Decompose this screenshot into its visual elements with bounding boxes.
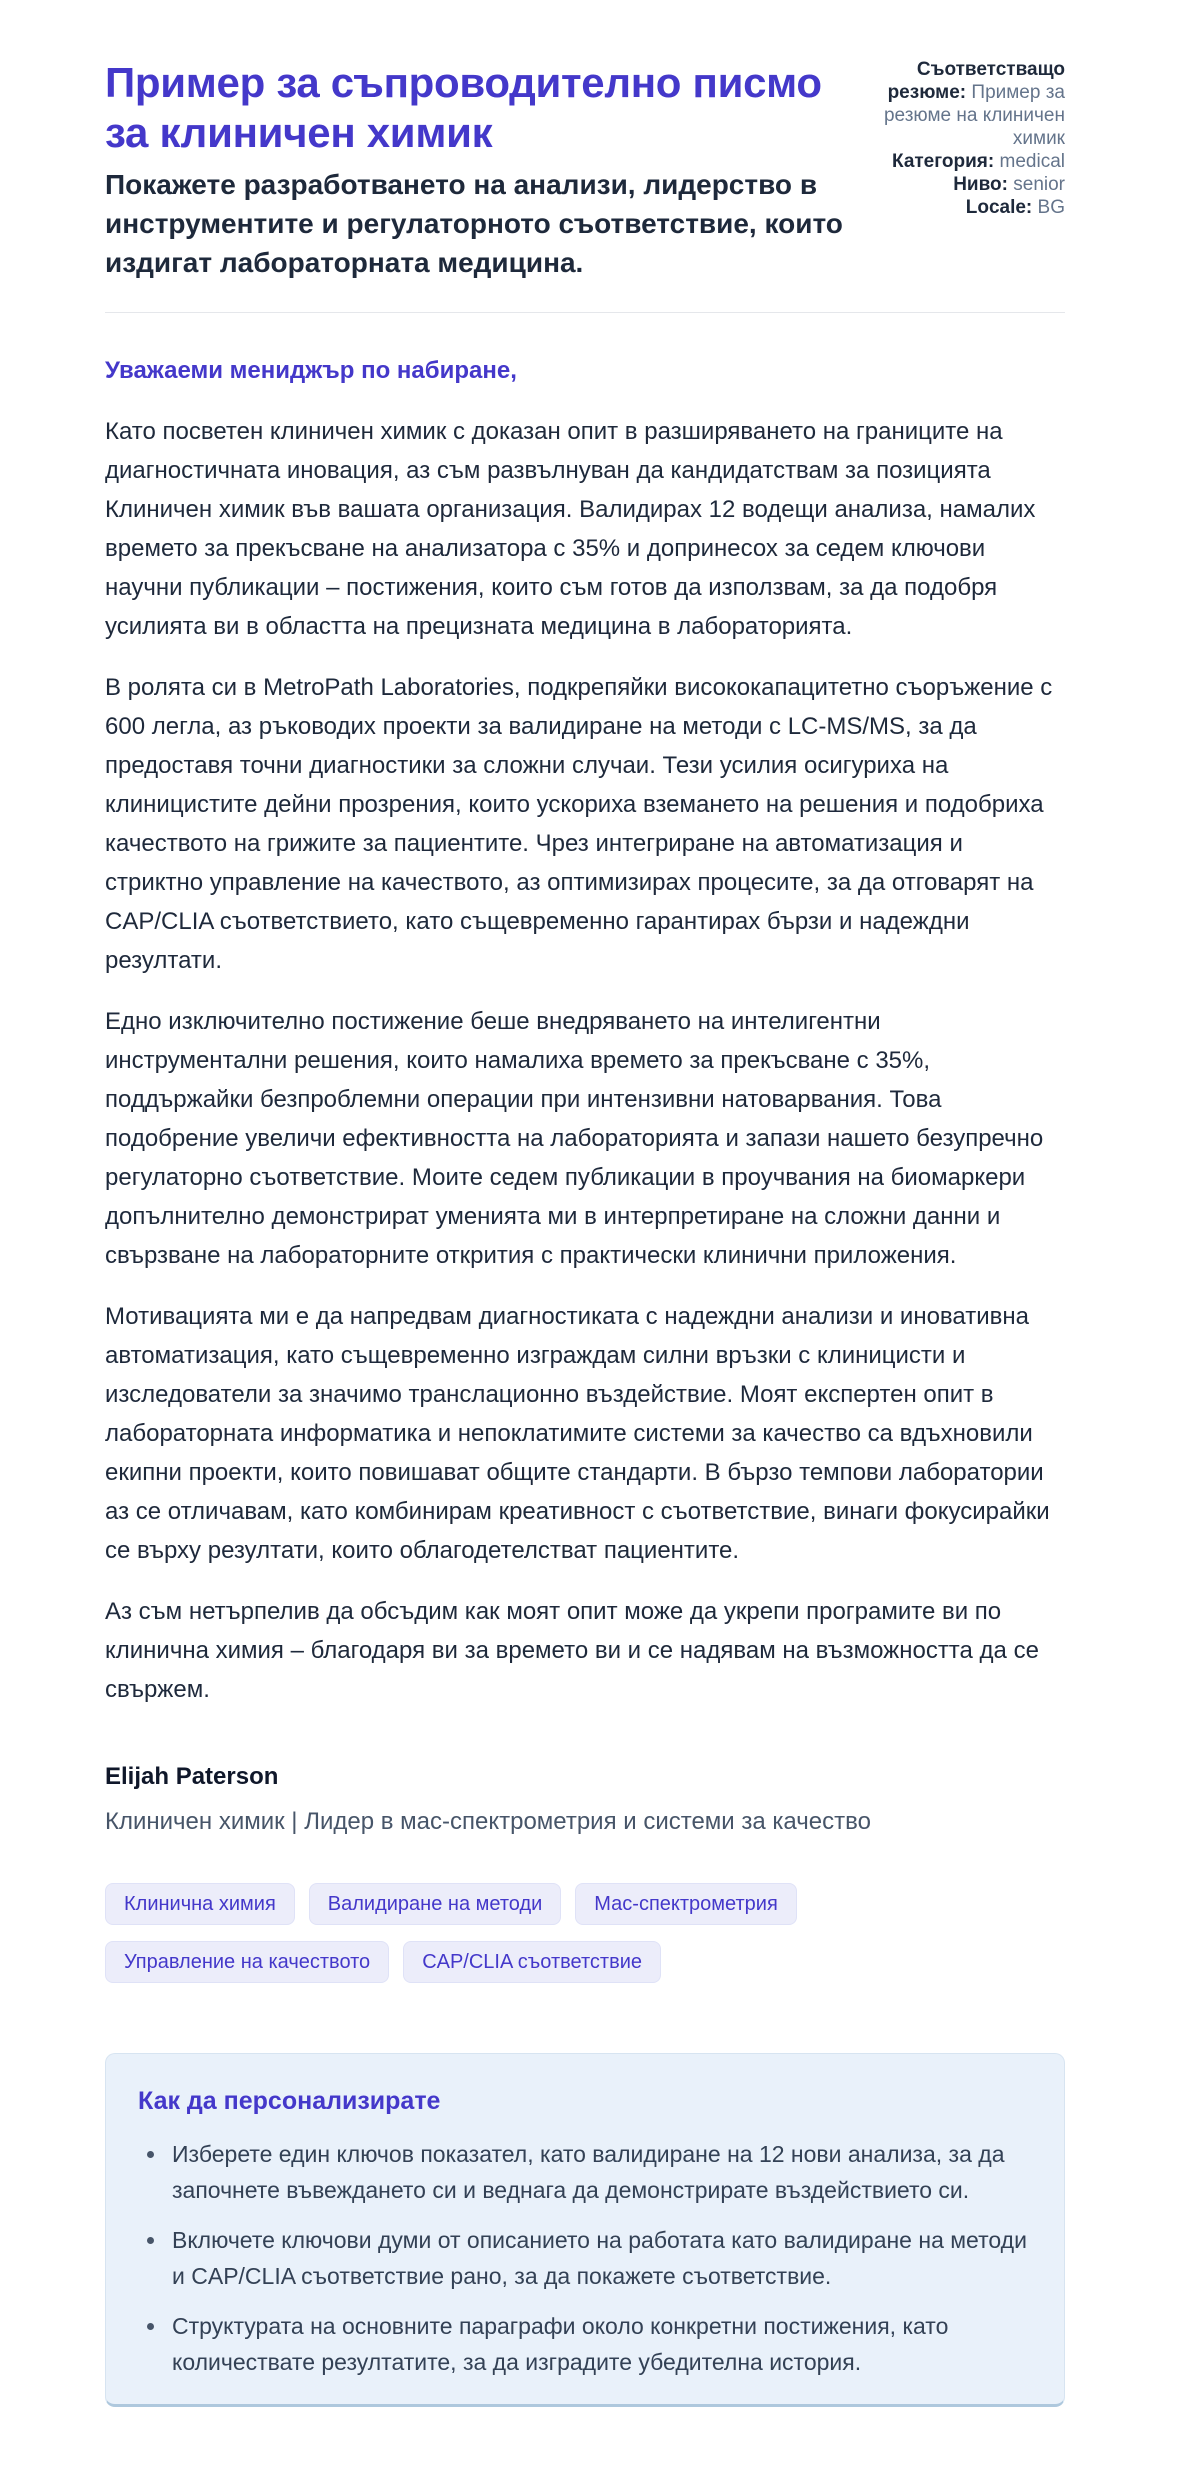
tips-heading: Как да персонализирате	[138, 2087, 441, 2116]
signature-name: Elijah Paterson	[105, 1763, 279, 1791]
tips-list	[138, 2136, 1028, 2380]
letter-paragraph-1: Като посветен клиничен химик с доказан опит в разширяването на границите на диагностичната иновация, аз съм развълнуван да кандидатствам за позицията Клиничен химик във вашата организация. Валидирах 12 водещи анализа, намалих времето за прекъсване на анализатора с 35% и допринесох за седем ключови научни публикации – постижения, които съм готов да използвам, за да подобря усилията ви в областта на прецизната медицина в лабораторията.	[105, 418, 1036, 641]
meta-level	[875, 173, 1065, 196]
meta-resume-label: Съответстващо резюме:	[887, 59, 1065, 103]
tip-item-2: • Включете ключови думи от описанието на работата като валидиране на методи и CAP/CLIA съответствие рано, за да покажете съответствие.	[168, 2222, 1028, 2294]
signature-title: Клиничен химик | Лидер в мас-спектрометрия и системи за качество	[105, 1808, 871, 1836]
tag-clinical-chemistry: Клинична химия	[105, 1883, 295, 1925]
meta-locale	[875, 196, 1065, 219]
tag-quality-management: Управление на качеството	[105, 1941, 389, 1983]
tip-item-1: • Изберете един ключов показател, като валидиране на 12 нови анализа, за да започнете въвеждането си и веднага да демонстрирате въздействието си.	[168, 2136, 1028, 2208]
letter-body	[105, 351, 1065, 1841]
tip-item-3: • Структурата на основните параграфи около конкретни постижения, като количествате резултатите, за да изградите убедителна история.	[168, 2308, 1028, 2380]
meta-level-label: Ниво:	[953, 174, 1008, 195]
header	[105, 58, 1065, 282]
meta-level-value: senior	[1013, 174, 1065, 195]
meta-matching-resume	[875, 58, 1065, 150]
tag-cap-clia-compliance: CAP/CLIA съответствие	[403, 1941, 661, 1983]
page-title: Пример за съпроводително писмо за клиничен химик	[105, 59, 822, 156]
meta-panel	[875, 58, 1065, 219]
letter-paragraph-2: В ролята си в MetroPath Laboratories, подкрепяйки висококапацитетно съоръжение с 600 легла, аз ръководих проекти за валидиране на методи с LC-MS/MS, за да предоставя точни диагностики за сложни случаи. Тези усилия осигуриха на клиницистите дейни прозрения, които ускориха вземането на решения и подобриха качеството на грижите за пациентите. Чрез интегриране на автоматизация и стриктно управление на качеството, аз оптимизирах процесите, за да отговарят на CAP/CLIA съответствието, като същевременно гарантирах бързи и надеждни резултати.	[105, 674, 1053, 975]
meta-locale-label: Locale:	[965, 197, 1033, 218]
meta-category-label: Категория:	[891, 151, 995, 172]
meta-resume-value: Пример за резюме на клиничен химик	[883, 82, 1065, 149]
page-subtitle: Покажете разработването на анализи, лидерство в инструментите и регулаторното съответствие, които издигат лабораторната медицина.	[105, 169, 843, 279]
letter-paragraph-4: Мотивацията ми е да напредвам диагностиката с надеждни анализи и иновативна автоматизация, като същевременно изграждам силни връзки с клиницисти и изследователи за значимо транслационно въздействие. Моят експертен опит в лабораторната информатика и непоклатимите системи за качество са вдъхновили екипни проекти, които повишават общите стандарти. В бързо темпови лаборатории аз се отличавам, като комбинирам креативност с съответствие, винаги фокусирайки се върху резултати, които облагодетелстват пациентите.	[105, 1303, 1050, 1565]
letter-paragraph-3: Едно изключително постижение беше внедряването на интелигентни инструментални решения, които намалиха времето за прекъсване с 35%, поддържайки безпроблемни операции при интензивни натоварвания. Това подобрение увеличи ефективността на лабораторията и запази нашето безупречно регулаторно съответствие. Моите седем публикации в проучвания на биомаркери допълнително демонстрират уменията ми в интерпретиране на сложни данни и свързване на лабораторните открития с практически клинични приложения.	[105, 1008, 1044, 1270]
header-divider	[105, 312, 1065, 313]
tag-list	[105, 1883, 1065, 1983]
tag-method-validation: Валидиране на методи	[309, 1883, 562, 1925]
meta-category	[875, 150, 1065, 173]
letter-greeting: Уважаеми мениджър по набиране,	[105, 357, 517, 385]
meta-category-value: medical	[999, 151, 1065, 172]
header-titles	[105, 58, 847, 282]
meta-locale-value: BG	[1037, 197, 1065, 218]
personalization-tips-panel	[105, 2053, 1065, 2407]
tag-mass-spectrometry: Мас-спектрометрия	[575, 1883, 797, 1925]
letter-paragraph-5: Аз съм нетърпелив да обсъдим как моят опит може да укрепи програмите ви по клинична химия – благодаря ви за времето ви и се надявам на възможността да се свържем.	[105, 1598, 1039, 1704]
